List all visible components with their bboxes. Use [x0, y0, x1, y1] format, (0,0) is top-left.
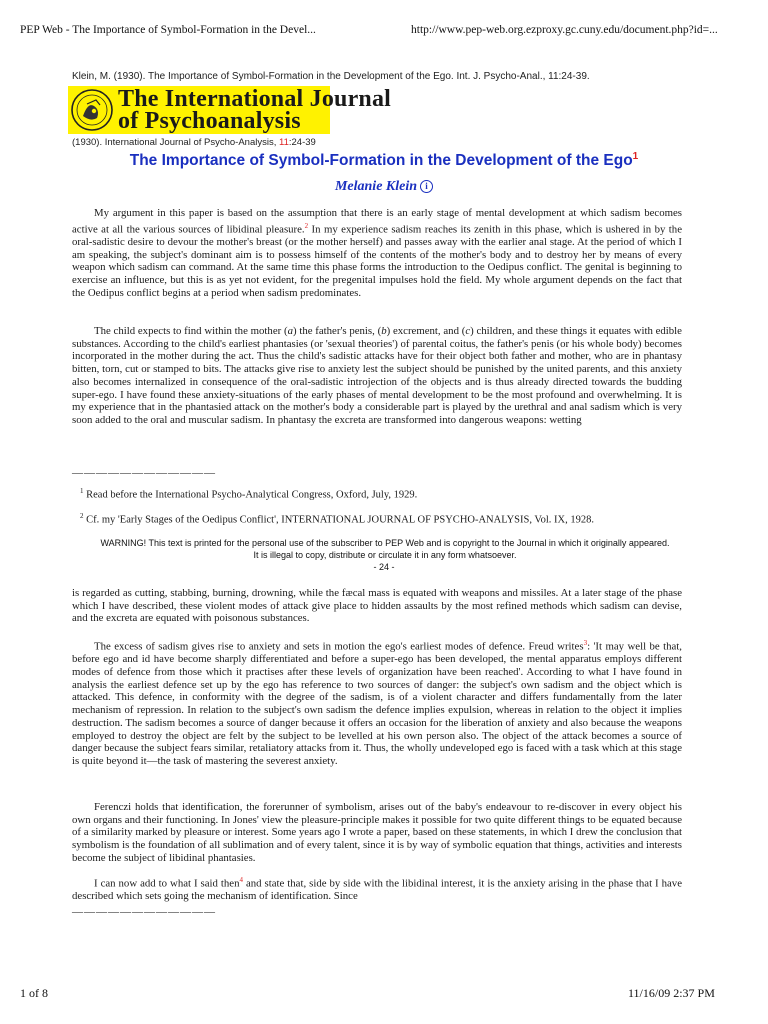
footnote-2 — [80, 512, 594, 526]
paragraph-2 — [72, 325, 682, 427]
citation-top: Klein, M. (1930). The Importance of Symbol-Formation in the Development of the Ego. Int. J. Psycho-Anal., 11:24-39. — [72, 71, 590, 82]
p2-italic-c: c — [465, 325, 471, 337]
citation-small — [72, 137, 316, 148]
article-title-text: The Importance of Symbol-Formation in the Development of the Ego — [129, 152, 633, 170]
print-footer-datetime: 11/16/09 2:37 PM — [628, 986, 715, 1000]
article-author — [0, 179, 768, 195]
citation-small-prefix: (1930). International Journal of Psycho-Analysis, — [72, 137, 279, 148]
footnote-ref-3[interactable]: 3 — [583, 639, 588, 647]
p2-text-c: ) excrement, and ( — [386, 325, 466, 337]
p2-italic-b: b — [381, 325, 387, 337]
p2-text-a: The child expects to find within the mother ( — [94, 325, 288, 337]
footnote-1-text: Read before the International Psycho-Analytical Congress, Oxford, July, 1929. — [83, 489, 418, 501]
paragraph-1 — [72, 207, 682, 300]
journal-logo-line1: The International Journal — [118, 86, 392, 112]
article-title — [0, 151, 768, 170]
footnote-ref-2[interactable]: 2 — [304, 221, 309, 230]
p4-text-a: The excess of sadism gives rise to anxiety and sets in motion the ego's earliest modes of defence. Freud writes — [94, 640, 584, 653]
citation-volume-link[interactable]: 11 — [279, 137, 289, 148]
journal-logo-line2: of Psychoanalysis — [118, 108, 301, 134]
footnote-separator-2: ———————————— — [72, 906, 216, 918]
p2-text-d: ) children, and these things it equates with edible substances. According to the child's earliest phantasies (or 'sexual theories') of parental coitus, the father's penis (or his whole body) becomes incorporated in the mother during the act. Thus the child's sadistic attacks have for their object both father and mother, who are in phantasy bitten, torn, cut or stamped to bits. The attacks give rise to anxiety lest the subject should be punished by the united parents, and this anxiety also becomes internalized in consequence of the oral-sadistic introjection of the objects and is thus already directed towards the budding super-ego. I have found these anxiety-situations of the early phases of mental development to be the most profound and overwhelming. It is my experience that in the phantasied attack on the mother's body a considerable part is played by the urethral and anal sadism which is very soon added to the oral and muscular sadism. In phantasy the excreta are transformed into dangerous weapons: wetting — [72, 325, 682, 426]
p4-text-b: : 'It may well be that, before ego and id have become sharply differentiated and before a super-ego has been developed, the mental apparatus employs different modes of defence from those which it practises after these levels of organization have been reached'. According to what I have found in analysis the earliest defence set up by the ego has reference to two sources of danger: the subject's own sadism and the object which is attacked. This defence, in conformity with the degree of the sadism, is of a violent character and differs fundamentally from the later mechanism of repression. In relation to the subject's own sadism the defence implies expulsion, whereas in relation to the object it implies destruction. The sadism becomes a source of danger because it offers an occasion for the liberation of anxiety and also because the weapons employed to destroy the object are felt by the subject to be levelled at his own person also. The object of the attack becomes a source of danger because the subject fears similar, retaliatory attacks from it. Thus, the wholly undeveloped ego is faced with a task which at this stage is quite beyond it—the task of mastering the severest anxiety. — [72, 640, 683, 767]
paragraph-6 — [72, 874, 682, 903]
author-name[interactable]: Melanie Klein — [334, 179, 418, 194]
paragraph-5: Ferenczi holds that identification, the forerunner of symbolism, arises out of the baby's endeavour to re-discover in every object his own organs and their functioning. In Jones' view the pleasure-principle makes it possible for two quite different things to be equated because of a similarity marked by pleasure or interest. Some years ago I wrote a paper, based on these statements, in which I drew the conclusion that symbolism is the foundation of all sublimation and of every talent, since it is by way of symbolic equation that things, activities and interests become the subject of libidinal phantasies. — [72, 801, 682, 864]
p6-text-b: and state that, side by side with the libidinal interest, it is the anxiety arising in the phase that I have described which sets going the mechanism of identification. Since — [72, 877, 682, 903]
paragraph-3: is regarded as cutting, stabbing, burning, drowning, while the fæcal mass is equated with weapons and missiles. At a later stage of the phase which I have described, these violent modes of attack give place to hidden assaults by the most refined methods which sadism can devise, and the excreta are equated with poisonous substances. — [72, 587, 682, 625]
title-footnote-ref[interactable]: 1 — [632, 151, 639, 162]
journal-logo — [68, 86, 392, 134]
copyright-warning: WARNING! This text is printed for the personal use of the subscriber to PEP Web and is copyright to the Journal in which it originally appeared. It is illegal to copy, distribute or circulate it in any form whatsoever. — [100, 538, 670, 560]
p1-text-a: My argument in this paper is based on the assumption that there is an early stage of mental development at which sadism becomes active at all the various sources of libidinal pleasure. — [72, 207, 682, 236]
p2-text-b: ) the father's penis, ( — [292, 325, 382, 337]
info-icon[interactable]: i — [420, 180, 433, 193]
journal-seal-icon — [70, 88, 114, 132]
paragraph-4 — [72, 637, 682, 768]
page-number: - 24 - — [373, 562, 395, 572]
footnote-2-text: Cf. my 'Early Stages of the Oedipus Conflict', INTERNATIONAL JOURNAL OF PSYCHO-ANALYSIS, Vol. IX, 1928. — [83, 514, 595, 526]
footnote-2-num: 2 — [80, 512, 84, 520]
footnote-ref-4[interactable]: 4 — [239, 876, 243, 884]
p1-text-b: In my experience sadism reaches its zenith in this phase, which is ushered in by the oral-sadistic desire to devour the mother's breast (or the mother herself) and passes away with the earlier anal stage. At the period of which I am speaking, the subject's dominant aim is to possess himself of the contents of the mother's body and to destroy her by means of every weapon which sadism can command. At the same time this phase forms the introduction to the Oedipus conflict. The genital is beginning to exercise an influence, but this is as yet not evident, for the pregenital impulses hold the field. My whole argument depends on the fact that the Oedipus conflict begins at a period when sadism predominates. — [72, 223, 682, 299]
p6-text-a: I can now add to what I said then — [94, 877, 240, 890]
footnote-separator: ———————————— — [72, 467, 216, 479]
citation-small-pages: :24-39 — [288, 137, 316, 148]
footnote-1 — [80, 487, 417, 501]
p2-italic-a: a — [287, 325, 293, 337]
print-footer-page: 1 of 8 — [20, 986, 48, 1000]
print-header-title: PEP Web - The Importance of Symbol-Formation in the Devel... — [20, 24, 316, 36]
print-header-url: http://www.pep-web.org.ezproxy.gc.cuny.edu/document.php?id=... — [411, 24, 718, 36]
footnote-1-num: 1 — [80, 487, 84, 495]
